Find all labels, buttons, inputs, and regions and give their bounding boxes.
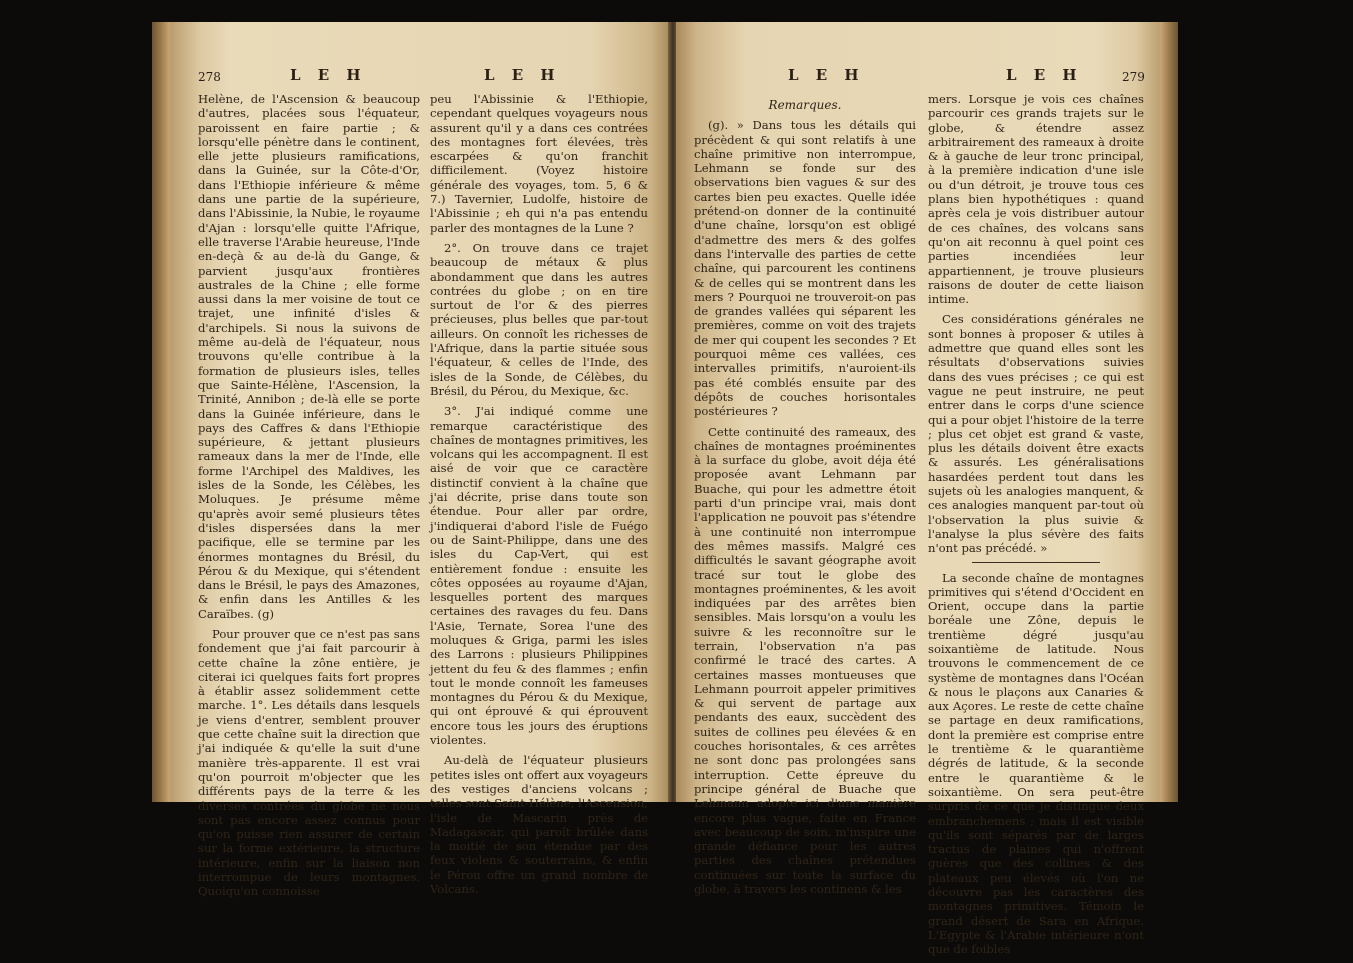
paragraph: Helène, de l'Ascension & beaucoup d'autres, placées sous l'équateur, paroissent en faire partie ; & lorsqu'elle pénètre dans le continent, elle jette plusieurs ramifications, dans la Guinée, sur la Côte-d'Or, dans l'Ethiopie inférieure & même dans une partie de la supérieure, dans l'Abissinie, la Nubie, le royaume d'Ajan : lorsqu'elle quitte l'Afrique, elle traverse l'Arabie heureuse, l'Inde en-deçà & au de-là du Gange, & parvient jusqu'aux frontières australes de la Chine ; elle forme aussi dans la mer voisine de tout ce trajet, une infinité d'isles & d'archipels. Si nous la suivons de même au-delà de l'équateur, nous trouvons qu'elle contribue à la formation de plusieurs isles, telles que Sainte-Hélène, l'Ascension, la Trinité, Annibon ; de-là elle se porte dans la Guinée inférieure, dans le pays des Caffres & dans l'Ethiopie supérieure, & jettant plusieurs rameaux dans la mer de l'Inde, elle forme l'Archipel des Maldives, les isles de la Sonde, les Célèbes, les Moluques. Je présume même qu'après avoir semé plusieurs têtes d'isles dispersées dans la mer pacifique, elle se termine par les énormes montagnes du Brésil, du Pérou & du Mexique, qui s'étendent dans le Brésil, le pays des Amazones, & enfin dans les Antilles & les Caraïbes. (g) xyxy=(198,92,420,621)
book-edge-left xyxy=(152,22,170,802)
paragraph: (g). » Dans tous les détails qui précèdent & qui sont relatifs à une chaîne primitive non interrompue, Lehmann se fonde sur des observations bien vagues & sur des cartes bien peu exactes. Quelle idée prétend-on donner de la continuité d'une chaîne, lorsqu'on est obligé d'admettre des mers & des golfes dans l'intervalle des parties de cette chaîne, qui parcourent les continens & de celles qui se montrent dans les mers ? Pourquoi ne trouveroit-on pas de grandes vallées qui séparent les premières, comme on voit des trajets de mer qui coupent les secondes ? Et pourquoi même ces vallées, ces intervalles primitifs, n'auroient-ils pas été comblés ensuite par des dépôts de couches horisontales postérieures ? xyxy=(694,118,916,419)
page-number: 278 xyxy=(198,70,221,84)
text-column-1 xyxy=(198,92,420,905)
running-header: L E H xyxy=(484,66,561,84)
text-column-1 xyxy=(694,98,916,902)
section-divider xyxy=(972,562,1100,563)
running-header: L E H xyxy=(1006,66,1083,84)
book-edge-right xyxy=(1160,22,1178,802)
running-header: L E H xyxy=(788,66,865,84)
text-column-2 xyxy=(928,92,1144,963)
paragraph: Cette continuité des rameaux, des chaînes de montagnes proéminentes à la surface du globe, avoit déja été proposée avant Lehmann par Buache, qui pour les admettre étoit parti d'un principe vrai, mais dont l'application ne pouvoit pas s'étendre à une continuité non interrompue des mêmes massifs. Malgré ces difficultés le savant géographe avoit tracé sur tout le globe des montagnes proéminentes, & les avoit indiquées par des arrêtes bien sensibles. Mais lorsqu'on a voulu les suivre & les reconnoître sur le terrain, l'observation n'a pas confirmé le tracé des cartes. A certaines masses montueuses que Lehmann pourroit appeler primitives & qui servent de partage aux pendants des eaux, succèdent des suites de collines peu élevées & en couches horisontales, & ces arrêtes ne sont donc pas prolongées sans interruption. Cette épreuve du principe général de Buache que Lehmann adopte ici d'une manière encore plus vague, faite en France avec beaucoup de soin, m'inspire une grande défiance pour les autres parties des chaînes prétendues continuées sur toute la surface du globe, à travers les continens & les xyxy=(694,424,916,897)
paragraph: 3°. J'ai indiqué comme une remarque caractéristique des chaînes de montagnes primitives, les volcans qui les accompagnent. Il est aisé de voir que ce caractère distinctif convient à la chaîne que j'ai décrite, prise dans toute son étendue. Pour aller par ordre, j'indiquerai d'abord l'isle de Fuégo ou de Saint-Philippe, dans une des isles du Cap-Vert, qui est entièrement fondue : ensuite les côtes opposées au royaume d'Ajan, lesquelles portent des marques certaines des ravages du feu. Dans l'Asie, Ternate, Sorea l'une des moluques & Griga, parmi les isles des Larrons : plusieurs Philippines jettent du feu & des flammes ; enfin tout le monde connoît les fameuses montagnes du Pérou & du Mexique, qui ont éprouvé & qui éprouvent encore tous les jours des éruptions violentes. xyxy=(430,404,648,748)
paragraph: La seconde chaîne de montagnes primitives qui s'étend d'Occident en Orient, occupe dans la partie boréale une Zône, depuis le trentième dégré jusqu'au soixantième de latitude. Nous trouvons le commencement de ce système de montagnes dans l'Océan & nous le plaçons aux Canaries & aux Açores. Le reste de cette chaîne se partage en deux ramifications, dont la première est comprise entre le trentième & le quarantième dégrés de latitude, & la seconde entre le quarantième & le soixantième. On sera peut-être surpris de ce que je distingue deux embranchemens ; mais il est visible qu'ils sont séparés par de larges tractus de plaines qui n'offrent guères que des collines & des plateaux peu élevés où l'on ne découvre pas les caractères des montagnes primitives. Témoin le grand désert de Sara en Afrique. L'Egypte & l'Arabie intérieure n'ont que de foibles xyxy=(928,570,1144,957)
paragraph: peu l'Abissinie & l'Ethiopie, cependant quelques voyageurs nous assurent qu'il y a dans ces contrées des montagnes fort élevées, très escarpées & qu'on franchit difficilement. (Voyez histoire générale des voyages, tom. 5, 6 & 7.) Tavernier, Ludolfe, histoire de l'Abissinie ; eh qui n'a pas entendu parler des montagnes de la Lune ? xyxy=(430,92,648,235)
page-number: 279 xyxy=(1122,70,1145,84)
paragraph: mers. Lorsque je vois ces chaînes parcourir ces grands trajets sur le globe, & étendre assez arbitrairement des rameaux à droite & à gauche de leur tronc principal, à la première indication d'une isle ou d'un détroit, je trouve tous ces plans bien hypothétiques : quand après cela je vois distribuer autour de ces chaînes, des volcans sans qu'on ait reconnu à quel point ces parties incendiées leur appartiennent, je trouve plusieurs raisons de douter de cette liaison intime. xyxy=(928,92,1144,307)
remarks-title: Remarques. xyxy=(768,98,842,112)
text-column-2 xyxy=(430,92,648,902)
left-page xyxy=(170,22,670,899)
paragraph: Ces considérations générales ne sont bonnes à proposer & utiles à admettre que quand elles sont les résultats d'observations suivies dans des vues précises ; ce qui est vague ne peut instruire, ne peut entrer dans le corps d'une science qui a pour objet l'histoire de la terre ; plus cet objet est grand & vaste, plus les détails doivent être exacts & assurés. Les généralisations hasardées perdent tout dans les sujets où les analogies manquent, & ces analogies manquent par-tout où l'observation la plus suivie & l'analyse la plus sévère des faits n'ont pas précédé. » xyxy=(928,312,1144,556)
paragraph: Au-delà de l'équateur plusieurs petites isles ont offert aux voyageurs des vestiges d'anciens volcans ; telles sont Saint-Hélène, l'Ascension, l'isle de Mascarin près de Madagascar, qui paroît brûlée dans la moitié de son étendue par des feux violens & souterrains, & enfin le Pérou offre un grand nombre de Volcans. xyxy=(430,753,648,897)
right-page xyxy=(676,22,1162,957)
running-header: L E H xyxy=(290,66,367,84)
paragraph: 2°. On trouve dans ce trajet beaucoup de métaux & plus abondamment que dans les autres contrées du globe ; on en tire surtout de l'or & des pierres précieuses, plus belles que par-tout ailleurs. On connoît les richesses de l'Afrique, dans la partie située sous l'équateur, & celles de l'Inde, des isles de la Sonde, de Célèbes, du Brésil, du Pérou, du Mexique, &c. xyxy=(430,240,648,398)
paragraph: Pour prouver que ce n'est pas sans fondement que j'ai fait parcourir à cette chaîne la zône entière, je citerai ici quelques faits fort propres à établir assez solidemment cette marche. 1°. Les détails dans lesquels je viens d'entrer, semblent prouver que cette chaîne suit la direction que j'ai indiquée & qu'elle la suit d'une manière très-apparente. Il est vrai qu'on pourroit m'objecter que les différents pays de la terre & les diverses contrées du globe ne nous sont pas encore assez connus pour qu'on puisse rien assurer de certain sur la forme extérieure, la structure intérieure, enfin sur la liaison non interrompue de leurs montagnes. Quoiqu'on connoisse xyxy=(198,626,420,899)
